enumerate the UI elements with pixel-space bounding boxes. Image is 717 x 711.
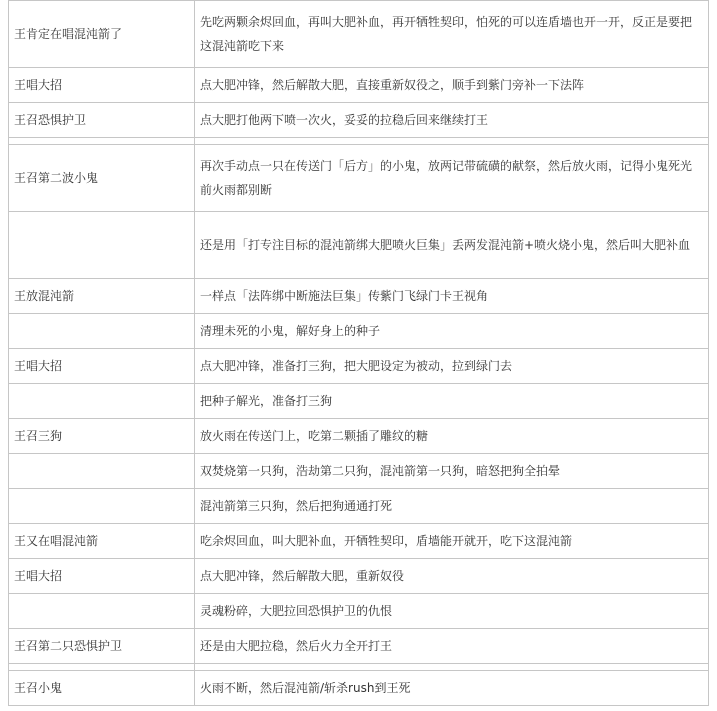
table-row	[9, 559, 709, 594]
event-cell	[9, 314, 195, 349]
action-cell: 点大肥打他两下喷一次火，妥妥的拉稳后回来继续打王	[195, 103, 709, 138]
action-cell: 点大肥冲锋，然后解散大肥，直接重新奴役之，顺手到紫门旁补一下法阵	[195, 68, 709, 103]
event-cell: 王唱大招	[9, 559, 195, 594]
table-row	[9, 671, 709, 706]
action-cell: 把种子解光，准备打三狗	[195, 384, 709, 419]
table-spacer-row	[9, 138, 709, 145]
action-cell: 放火雨在传送门上，吃第二颗插了雕纹的糖	[195, 419, 709, 454]
action-cell: 点大肥冲锋，然后解散大肥，重新奴役	[195, 559, 709, 594]
table-row	[9, 349, 709, 384]
table-row	[9, 1, 709, 68]
table-row	[9, 145, 709, 212]
action-cell: 再次手动点一只在传送门「后方」的小鬼，放两记带硫磺的献祭，然后放火雨，记得小鬼死光前火雨都别断	[195, 145, 709, 212]
spacer-cell	[9, 138, 195, 145]
table-row	[9, 419, 709, 454]
action-cell: 点大肥冲锋，准备打三狗，把大肥设定为被动，拉到绿门去	[195, 349, 709, 384]
spacer-cell	[195, 664, 709, 671]
action-cell: 先吃两颗余烬回血，再叫大肥补血，再开牺牲契印，怕死的可以连盾墙也开一开，反正是要把这混沌箭吃下来	[195, 1, 709, 68]
table-row	[9, 212, 709, 279]
table-row	[9, 103, 709, 138]
table-row	[9, 489, 709, 524]
table-row	[9, 384, 709, 419]
event-cell: 王唱大招	[9, 349, 195, 384]
event-cell: 王召三狗	[9, 419, 195, 454]
event-cell: 王召第二波小鬼	[9, 145, 195, 212]
table-row	[9, 524, 709, 559]
event-cell: 王放混沌箭	[9, 279, 195, 314]
action-cell: 还是由大肥拉稳，然后火力全开打王	[195, 629, 709, 664]
event-cell	[9, 489, 195, 524]
event-cell: 王又在唱混沌箭	[9, 524, 195, 559]
action-cell: 一样点「法阵绑中断施法巨集」传紫门飞绿门卡王视角	[195, 279, 709, 314]
action-cell: 灵魂粉碎，大肥拉回恐惧护卫的仇恨	[195, 594, 709, 629]
strategy-table	[8, 0, 709, 706]
action-cell: 清理未死的小鬼，解好身上的种子	[195, 314, 709, 349]
event-cell: 王召小鬼	[9, 671, 195, 706]
action-cell: 火雨不断，然后混沌箭/斩杀rush到王死	[195, 671, 709, 706]
table-row	[9, 454, 709, 489]
event-cell: 王召恐惧护卫	[9, 103, 195, 138]
event-cell	[9, 212, 195, 279]
spacer-cell	[195, 138, 709, 145]
action-cell: 还是用「打专注目标的混沌箭绑大肥喷火巨集」丢两发混沌箭+喷火烧小鬼，然后叫大肥补血	[195, 212, 709, 279]
event-cell	[9, 454, 195, 489]
table-row	[9, 629, 709, 664]
event-cell: 王唱大招	[9, 68, 195, 103]
table-row	[9, 68, 709, 103]
table-row	[9, 594, 709, 629]
action-cell: 吃余烬回血，叫大肥补血，开牺牲契印，盾墙能开就开，吃下这混沌箭	[195, 524, 709, 559]
event-cell: 王召第二只恐惧护卫	[9, 629, 195, 664]
action-cell: 双焚烧第一只狗，浩劫第二只狗，混沌箭第一只狗，暗怒把狗全拍晕	[195, 454, 709, 489]
table-spacer-row	[9, 664, 709, 671]
table-row	[9, 314, 709, 349]
spacer-cell	[9, 664, 195, 671]
event-cell	[9, 384, 195, 419]
event-cell: 王肯定在唱混沌箭了	[9, 1, 195, 68]
action-cell: 混沌箭第三只狗，然后把狗通通打死	[195, 489, 709, 524]
event-cell	[9, 594, 195, 629]
table-row	[9, 279, 709, 314]
